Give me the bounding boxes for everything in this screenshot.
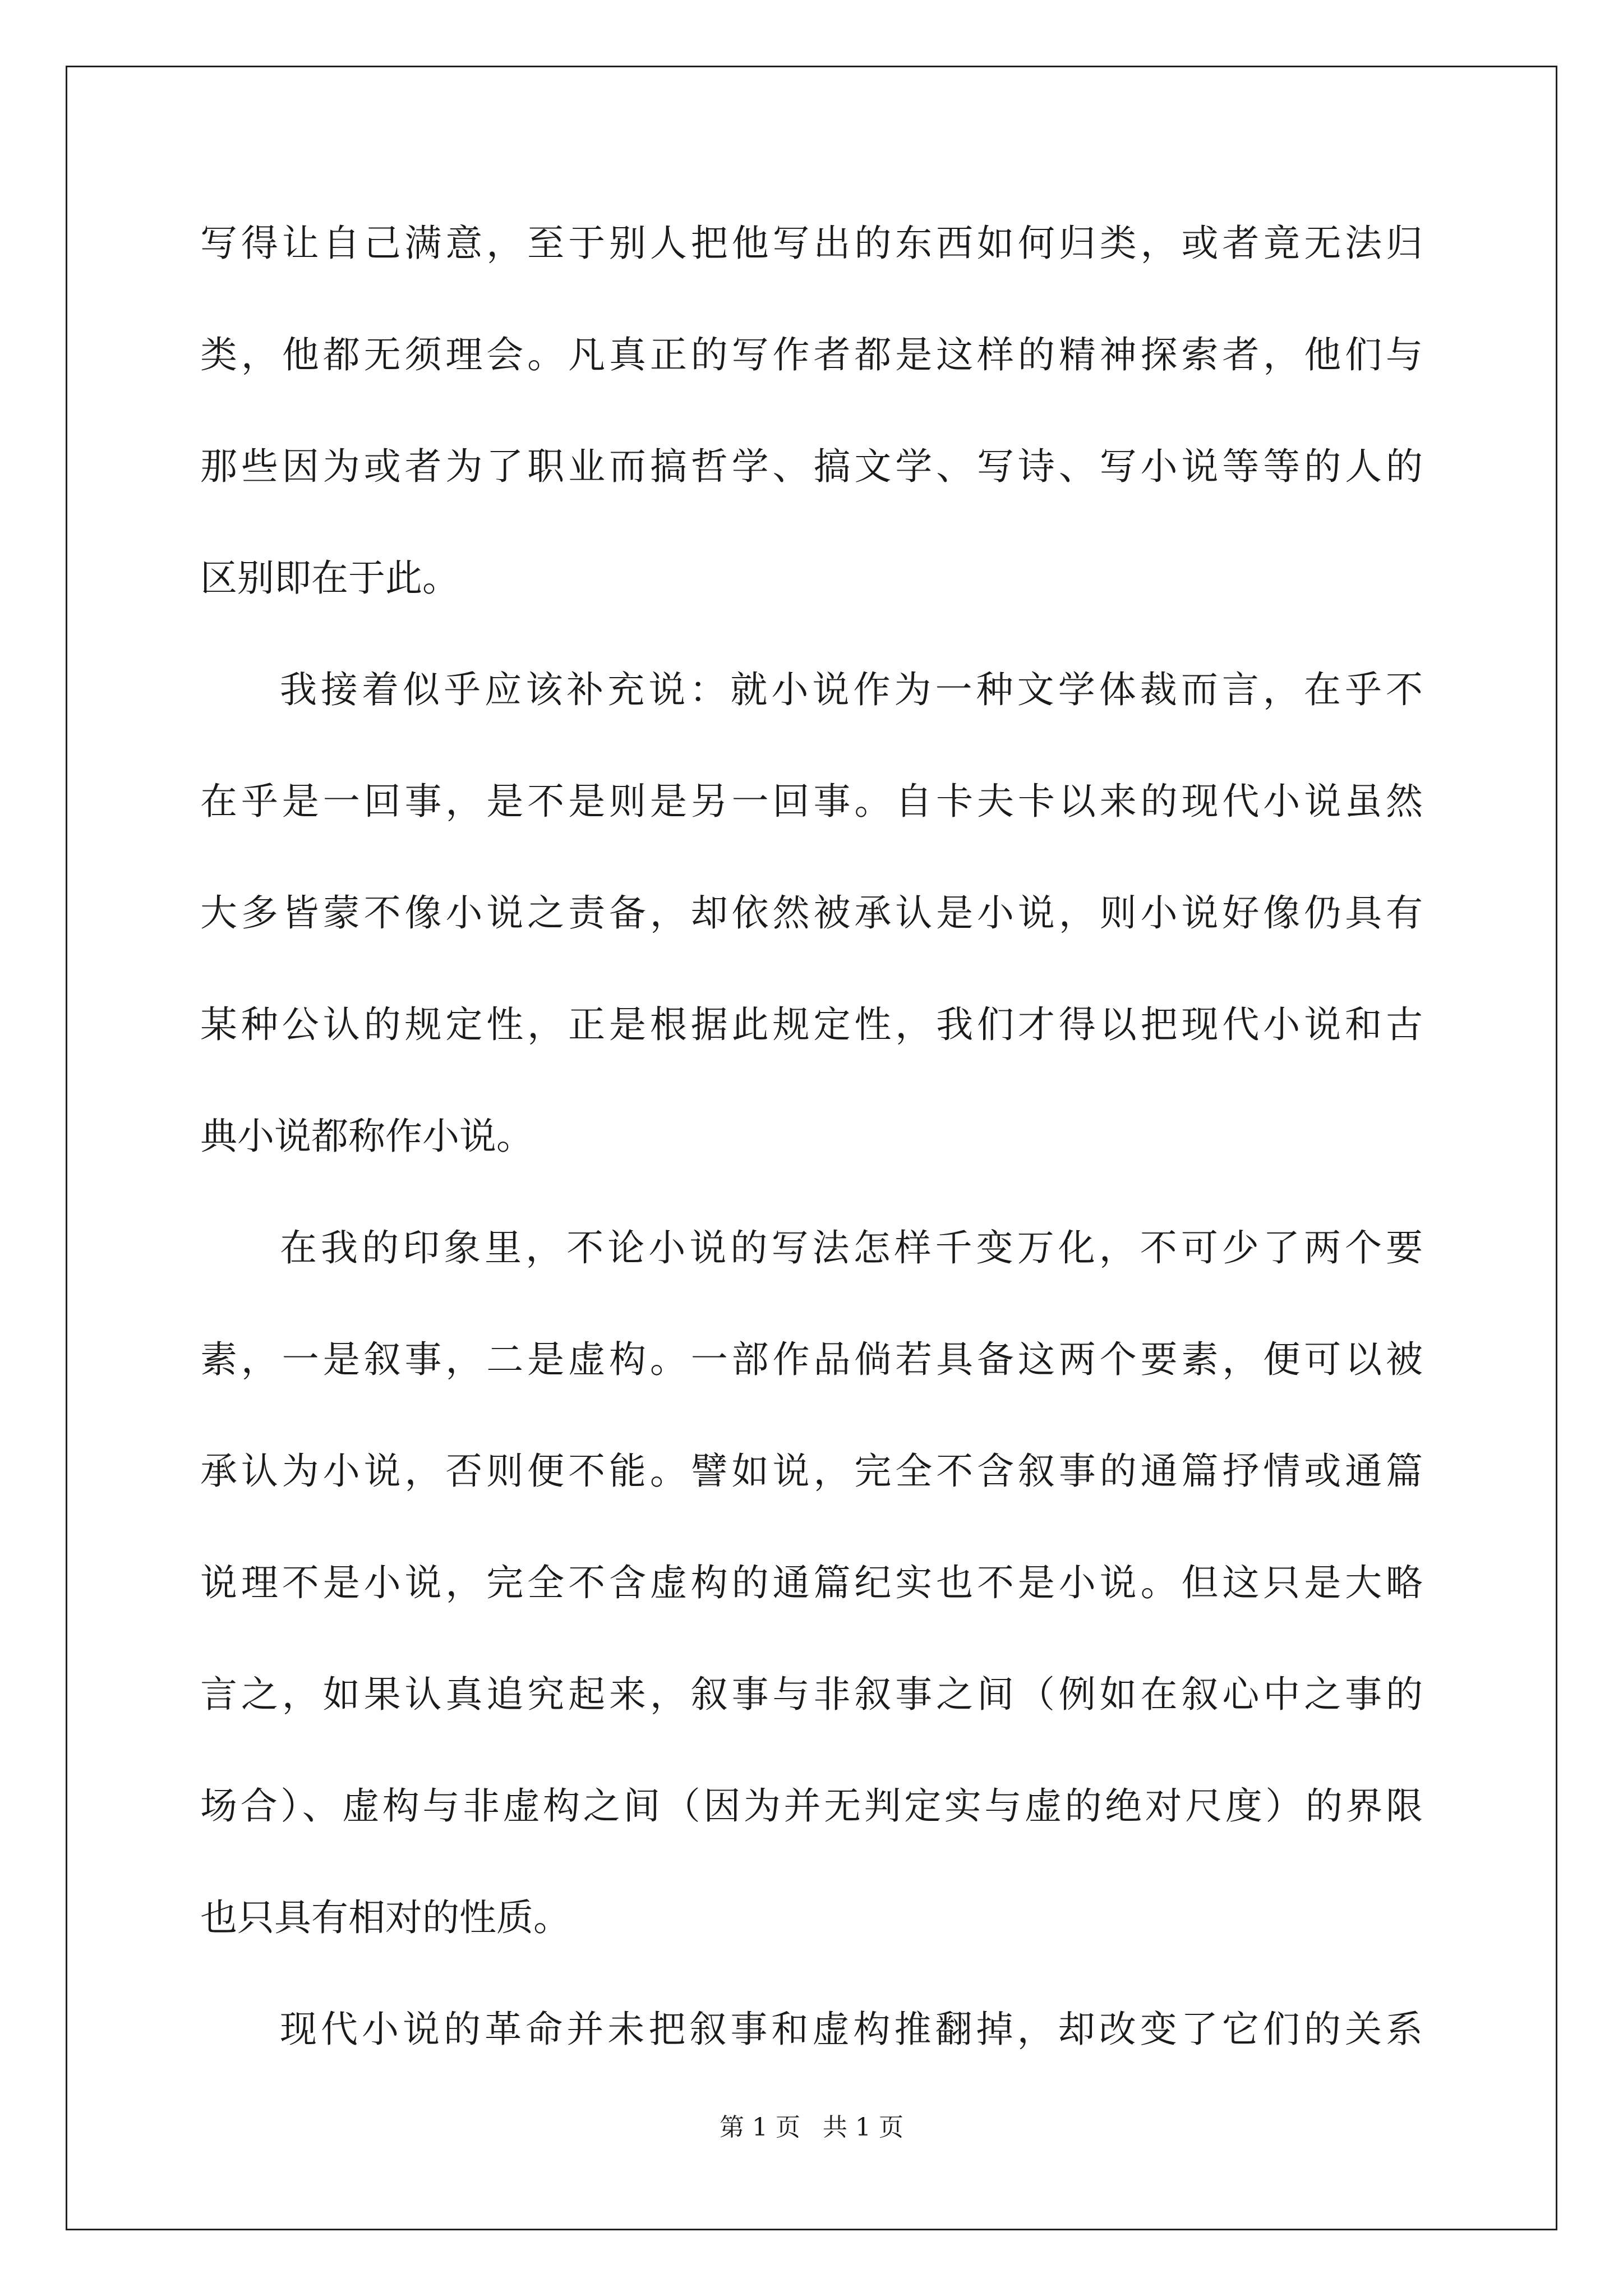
page-footer (0, 2112, 1623, 2143)
text-line: 素，一是叙事，二是虚构。一部作品倘若具备这两个要素，便可以被 (200, 1338, 1423, 1381)
text-line: 言之，如果认真追究起来，叙事与非叙事之间（例如在叙心中之事的 (200, 1673, 1423, 1716)
text-line: 说理不是小说，完全不含虚构的通篇纪实也不是小说。但这只是大略 (200, 1561, 1423, 1604)
page-number: 第 1 页 (720, 2113, 800, 2142)
text-line: 承认为小说，否则便不能。譬如说，完全不含叙事的通篇抒情或通篇 (200, 1450, 1423, 1493)
text-line: 类，他都无须理会。凡真正的写作者都是这样的精神探索者，他们与 (200, 333, 1423, 376)
text-line: 大多皆蒙不像小说之责备，却依然被承认是小说，则小说好像仍具有 (200, 891, 1423, 935)
document-body (200, 212, 1423, 2110)
page-total: 共 1 页 (823, 2113, 903, 2142)
paragraph-first-line: 现代小说的革命并未把叙事和虚构推翻掉，却改变了它们的关系 (280, 2008, 1423, 2051)
paragraph-first-line: 在我的印象里，不论小说的写法怎样千变万化，不可少了两个要 (280, 1226, 1423, 1269)
text-line: 场合）、虚构与非虚构之间（因为并无判定实与虚的绝对尺度）的界限 (200, 1784, 1423, 1828)
text-line: 区别即在于此。 (200, 556, 459, 600)
text-line: 典小说都称作小说。 (200, 1115, 533, 1158)
text-line: 那些因为或者为了职业而搞哲学、搞文学、写诗、写小说等等的人的 (200, 445, 1423, 488)
text-line: 在乎是一回事，是不是则是另一回事。自卡夫卡以来的现代小说虽然 (200, 780, 1423, 823)
text-line: 写得让自己满意，至于别人把他写出的东西如何归类，或者竟无法归 (200, 222, 1423, 265)
text-line: 某种公认的规定性，正是根据此规定性，我们才得以把现代小说和古 (200, 1003, 1423, 1046)
paragraph-first-line: 我接着似乎应该补充说：就小说作为一种文学体裁而言，在乎不 (280, 668, 1423, 711)
text-line: 也只具有相对的性质。 (200, 1896, 570, 1939)
